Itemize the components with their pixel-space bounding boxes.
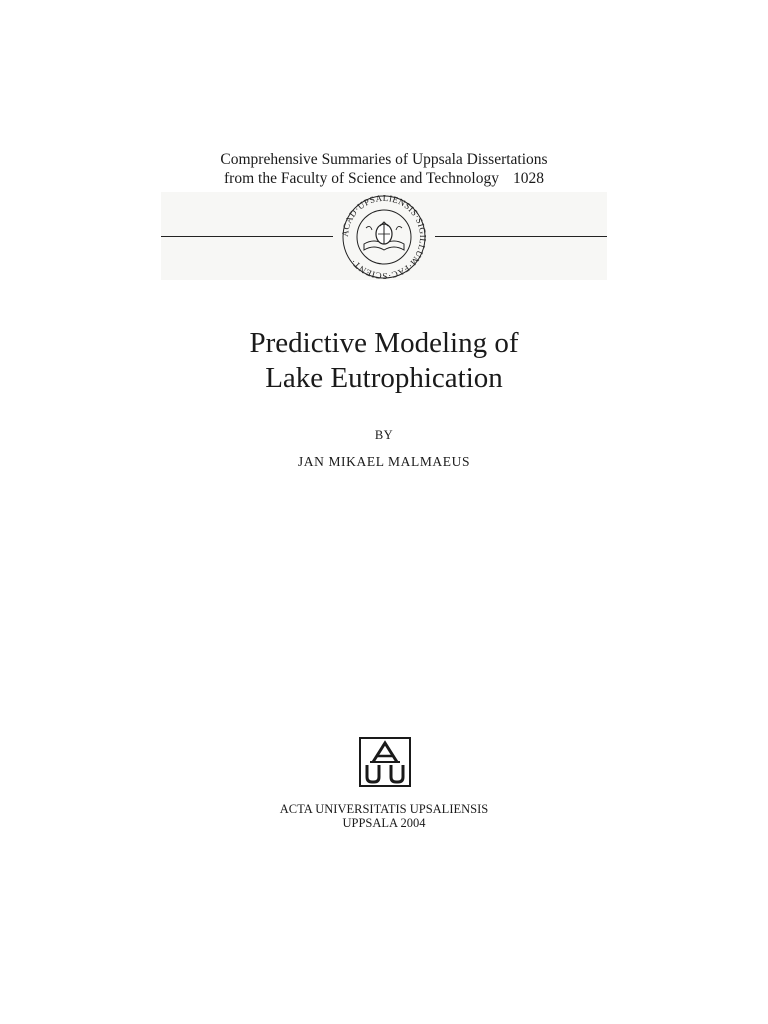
seal-lettering: ACAD·UPSALIENSIS·SIGILLUM·FAC·SCIENT· <box>339 194 429 280</box>
series-heading <box>0 150 768 188</box>
series-line-1: Comprehensive Summaries of Uppsala Dissertations <box>220 151 548 168</box>
title-line-1: Predictive Modeling of <box>249 327 519 359</box>
by-label: BY <box>374 428 394 442</box>
title-line-2: Lake Eutrophication <box>265 362 503 394</box>
document-title <box>0 326 768 396</box>
publisher-logo <box>359 737 411 787</box>
publisher-place-year: UPPSALA 2004 <box>342 816 426 830</box>
series-faculty: from the Faculty of Science and Technology <box>224 170 499 187</box>
publisher-block <box>0 802 768 830</box>
university-seal <box>336 194 432 280</box>
divider-left <box>161 236 333 237</box>
publisher-name: ACTA UNIVERSITATIS UPSALIENSIS <box>279 802 489 816</box>
series-line-2 <box>0 169 768 188</box>
divider-right <box>435 236 607 237</box>
series-number: 1028 <box>512 170 544 187</box>
seal-emblem <box>364 222 404 250</box>
author-name: JAN MIKAEL MALMAEUS <box>297 454 471 469</box>
